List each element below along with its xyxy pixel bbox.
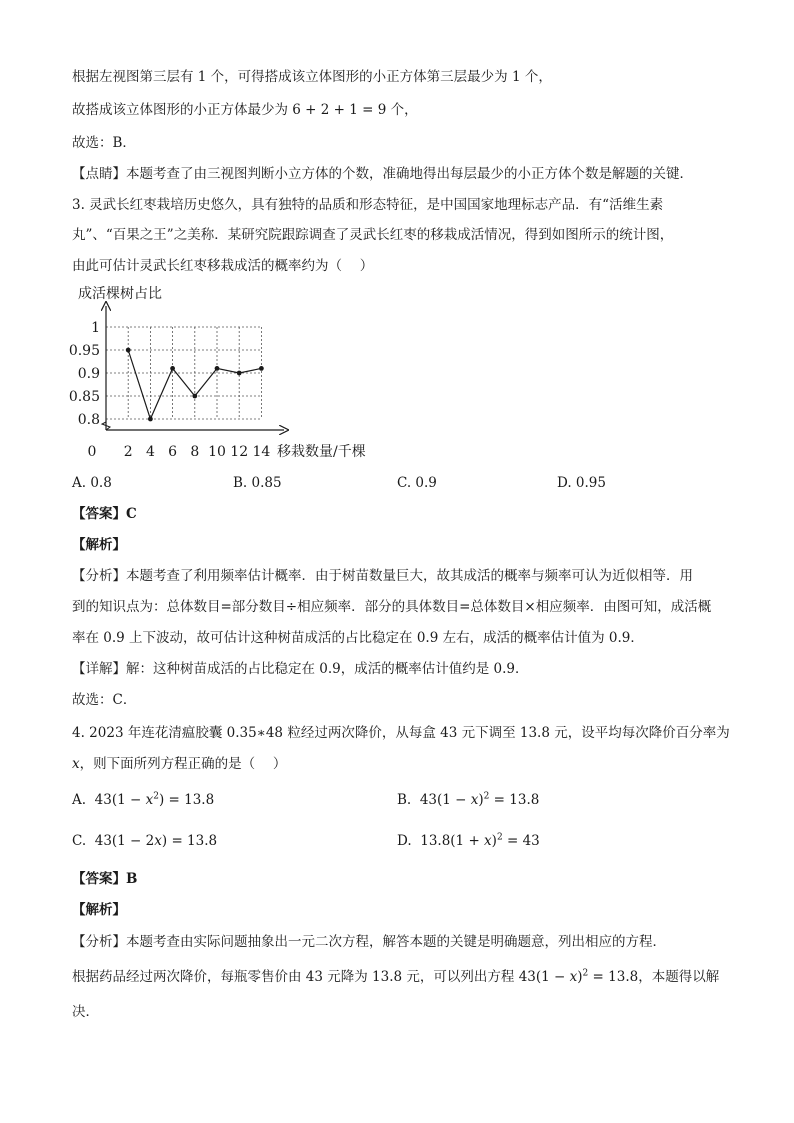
analysis-text: 决．: [72, 1004, 99, 1020]
y-tick-label: 0.95: [68, 343, 100, 359]
detail-text: 【详解】解：这种树苗成活的占比稳定在 0.9，成活的概率估计值约是 0.9．: [72, 661, 529, 677]
option-a-formula: $43(1 - x^2) = 13.8$: [94, 791, 215, 808]
data-point: [192, 394, 197, 399]
chart-axes: [102, 306, 284, 430]
conclusion-text: 故选：C．: [72, 692, 137, 708]
x-tick-label: 10: [208, 444, 226, 460]
chart-xlabel: 移栽数量/千棵: [277, 444, 366, 460]
text-line: 【点睛】本题考查了由三视图判断小立方体的个数，准确地得出每层最少的小正方体个数是解题的关键．: [72, 166, 693, 182]
data-point: [170, 366, 175, 371]
data-point: [148, 417, 153, 422]
question-4-text: 4. 2023 年连花清瘟胶囊 0.35∗48 粒经过两次降价，从每盒 43 元下调至 13.8 元，设平均每次降价百分率为: [72, 725, 730, 741]
answer-label: 【答案】C: [72, 506, 137, 522]
option-c-label: C.: [72, 833, 87, 849]
x-tick-label: 12: [230, 444, 249, 460]
option-b-formula: $43(1 - x)^2 = 13.8$: [419, 791, 540, 808]
line-chart: [62, 280, 392, 465]
analysis-text: 率在 0.9 上下波动，故可估计这种树苗成活的占比稳定在 0.9 左右，成活的概率估计值为 0.9．: [72, 630, 644, 646]
chart-ticks: [69, 320, 271, 460]
answer-label: 【答案】B: [72, 871, 138, 887]
data-point: [259, 366, 264, 371]
option-d-formula: $13.8(1 + x)^2 = 43$: [420, 832, 540, 849]
x-tick-label: 0: [87, 444, 97, 460]
y-tick-label: 0.8: [77, 412, 100, 428]
x-tick-label: 6: [168, 444, 178, 460]
analysis-text: 到的知识点为：总体数目=部分数目÷相应频率．部分的具体数目=总体数目×相应频率．由图可知，成活概: [72, 599, 712, 615]
analysis-label: 【解析】: [72, 902, 126, 918]
option-b: B. 0.85: [233, 475, 282, 491]
option-b: [397, 791, 539, 809]
chart-ylabel: 成活棵树占比: [78, 286, 162, 302]
question-3-text: 3. 灵武长红枣栽培历史悠久，具有独特的品质和形态特征，是中国国家地理标志产品．有“活维生素: [72, 197, 664, 213]
text-line: 故选：B．: [72, 135, 136, 151]
x-tick-label: 2: [123, 444, 133, 460]
x-tick-label: 4: [145, 444, 155, 460]
analysis-label: 【解析】: [72, 537, 126, 553]
question-4-text-tail: ，则下面所列方程正确的是（ ）: [79, 756, 287, 772]
analysis-text: 根据药品经过两次降价，每瓶零售价由 43 元降为 13.8 元，可以列出方程 $43(1 - x)^2 = 13.8$，本题得以解: [72, 968, 720, 985]
y-tick-label: 0.85: [68, 389, 100, 405]
option-c: C. 0.9: [397, 475, 437, 491]
y-tick-label: 0.9: [77, 366, 100, 382]
data-point: [126, 348, 131, 353]
option-c: [72, 832, 217, 850]
option-c-formula: 43(1 − 2x) = 13.8: [94, 833, 218, 849]
data-point: [237, 371, 242, 376]
text-line: 根据左视图第三层有 1 个，可得搭成该立体图形的小正方体第三层最少为 1 个，: [72, 69, 552, 85]
analysis-text: 【分析】本题考查了利用频率估计概率．由于树苗数量巨大，故其成活的概率与频率可认为近似相等．用: [72, 568, 693, 584]
option-a: A. 0.8: [72, 475, 112, 491]
text-line: 故搭成该立体图形的小正方体最少为 6 + 2 + 1 = 9 个，: [72, 102, 418, 118]
option-a: [72, 791, 214, 809]
y-tick-label: 1: [91, 320, 100, 336]
question-3-text: 丸”、“百果之王”之美称．某研究院跟踪调查了灵武长红枣的移栽成活情况，得到如图所示的统计图，: [72, 227, 674, 243]
option-b-label: B.: [397, 792, 412, 808]
option-d: D. 0.95: [557, 475, 606, 491]
option-a-label: A.: [72, 792, 87, 808]
x-tick-label: 8: [190, 444, 200, 460]
data-point: [215, 366, 220, 371]
option-d-label: D.: [397, 833, 412, 849]
variable-x: x: [72, 756, 80, 772]
question-4-text: [72, 755, 286, 773]
x-tick-label: 14: [252, 444, 271, 460]
option-d: [397, 832, 540, 850]
question-3-text: 由此可估计灵武长红枣移栽成活的概率约为（ ）: [72, 258, 374, 274]
analysis-text: 【分析】本题考查由实际问题抽象出一元二次方程，解答本题的关键是明确题意，列出相应的方程．: [72, 934, 666, 950]
